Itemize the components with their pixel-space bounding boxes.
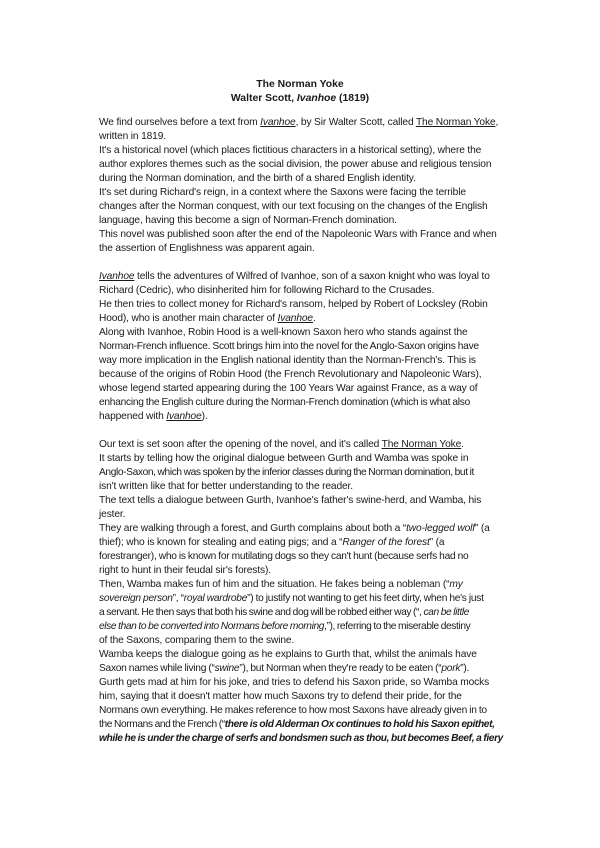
text-line: isn't written like that for better understanding to the reader. [99, 481, 353, 492]
quoted-phrase: two-legged wolf [406, 523, 475, 534]
work-title: Ivanhoe [296, 93, 337, 104]
text-line: We find ourselves before a text from Ivanhoe, by Sir Walter Scott, called The Norman Yoke, [99, 117, 499, 128]
publication-year: (1819) [336, 93, 370, 104]
text-line: the assertion of Englishness was apparent again. [99, 243, 315, 254]
text-line: Ivanhoe tells the adventures of Wilfred of Ivanhoe, son of a saxon knight who was loyal to [99, 271, 490, 282]
text-line: Richard (Cedric), who disinherited him for following Richard to the Crusades. [99, 285, 435, 296]
text-line: during the Norman domination, and the birth of a shared English identity. [99, 173, 416, 184]
text-line: the Normans and the French (“there is old Alderman Ox continues to hold his Saxon epithet, [99, 719, 495, 730]
text-line: because of the origins of Robin Hood (the French Revolutionary and Napoleonic Wars), [99, 369, 482, 380]
ivanhoe-link: Ivanhoe [260, 117, 296, 128]
text-line: The text tells a dialogue between Gurth, Ivanhoe's father's swine-herd, and Wamba, his [99, 495, 482, 506]
norman-yoke-reference: The Norman Yoke [381, 439, 462, 450]
text-line: It starts by telling how the original dialogue between Gurth and Wamba was spoke in [99, 453, 469, 464]
text-line: Saxon names while living (“swine”), but Norman when they're ready to be eaten (“pork”). [99, 663, 470, 674]
text-line: Our text is set soon after the opening of the novel, and it's called The Norman Yoke. [99, 439, 464, 450]
text-line: while he is under the charge of serfs and bondsmen such as thou, but becomes Beef, a fiery [99, 733, 503, 744]
author-name: Walter Scott, [230, 93, 297, 104]
text-line: He then tries to collect money for Richard's ransom, helped by Robert of Locksley (Robin [99, 299, 488, 310]
text-line: happened with Ivanhoe). [99, 411, 208, 422]
text-line: This novel was published soon after the end of the Napoleonic Wars with France and when [99, 229, 497, 240]
text-line: else than to be converted into Normans before morning,”), referring to the miserable destiny [99, 621, 471, 632]
text-line: of the Saxons, comparing them to the swine. [99, 635, 295, 646]
text-line: enhancing the English culture during the Norman-French domination (which is what also [99, 397, 471, 408]
text-line: author explores themes such as the social division, the power abuse and religious tension [99, 159, 492, 170]
text-line: him, saying that it doesn't matter how much Saxons try to defend their pride, for the [99, 691, 462, 702]
quoted-phrase: royal wardrobe [183, 593, 248, 604]
text-line: Gurth gets mad at him for his joke, and tries to defend his Saxon pride, so Wamba mocks [99, 677, 490, 688]
text-line: It's a historical novel (which places fictitious characters in a historical setting), where the [99, 145, 482, 156]
quoted-phrase: else than to be converted into Normans before morning [99, 621, 325, 632]
norman-yoke-reference: The Norman Yoke [415, 117, 496, 128]
quoted-phrase: my [449, 579, 463, 590]
quoted-phrase: there is old Alderman Ox continues to hold his Saxon epithet, [224, 719, 495, 730]
text-line: Norman-French influence. Scott brings him into the novel for the Anglo-Saxon origins have [99, 341, 479, 352]
text-line: whose legend started appearing during the 100 Years War against France, as a way of [99, 383, 478, 394]
text-line: Normans own everything. He makes reference to how most Saxons have already given in to [99, 705, 487, 716]
document-subtitle [0, 92, 600, 106]
text-line: written in 1819. [99, 131, 166, 142]
text-line: forestranger), who is known for mutilating dogs so they can't hunt (because serfs had no [99, 551, 469, 562]
text-line: They are walking through a forest, and Gurth complains about both a “two-legged wolf” (a [99, 523, 490, 534]
text-line: right to hunt in their feudal sir's forests). [99, 565, 271, 576]
quoted-phrase: Ranger of the forest [342, 537, 430, 548]
text-line: thief); who is known for stealing and eating pigs; and a “Ranger of the forest” (a [99, 537, 445, 548]
quoted-phrase: pork [441, 663, 461, 674]
text-line: It's set during Richard's reign, in a context where the Saxons were facing the terrible [99, 187, 466, 198]
text-line: Wamba keeps the dialogue going as he explains to Gurth that, whilst the animals have [99, 649, 477, 660]
text-line: changes after the Norman conquest, with our text focusing on the changes of the English [99, 201, 488, 212]
document-title: The Norman Yoke [256, 79, 344, 90]
ivanhoe-link: Ivanhoe [277, 313, 313, 324]
text-line: language, having this become a sign of Norman-French domination. [99, 215, 397, 226]
text-line: a servant. He then says that both his swine and dog will be robbed either way (“, can be little [99, 607, 470, 618]
text-line: way more implication in the English national identity than the Norman-French's. This is [99, 355, 476, 366]
ivanhoe-link: Ivanhoe [166, 411, 202, 422]
text-line: sovereign person”, “royal wardrobe”) to justify not wanting to get his feet dirty, when he's just [99, 593, 484, 604]
quoted-phrase: sovereign person [99, 593, 173, 604]
text-line: Hood), who is another main character of Ivanhoe. [99, 313, 316, 324]
text-line: Along with Ivanhoe, Robin Hood is a well-known Saxon hero who stands against the [99, 327, 468, 338]
text-line: Anglo-Saxon, which was spoken by the inferior classes during the Norman domination, but it [99, 467, 474, 478]
quoted-phrase: swine [214, 663, 240, 674]
ivanhoe-link: Ivanhoe [99, 271, 135, 282]
text-line: jester. [99, 509, 126, 520]
quoted-phrase: can be little [423, 607, 470, 618]
text-line: Then, Wamba makes fun of him and the situation. He fakes being a nobleman (“my [99, 579, 463, 590]
